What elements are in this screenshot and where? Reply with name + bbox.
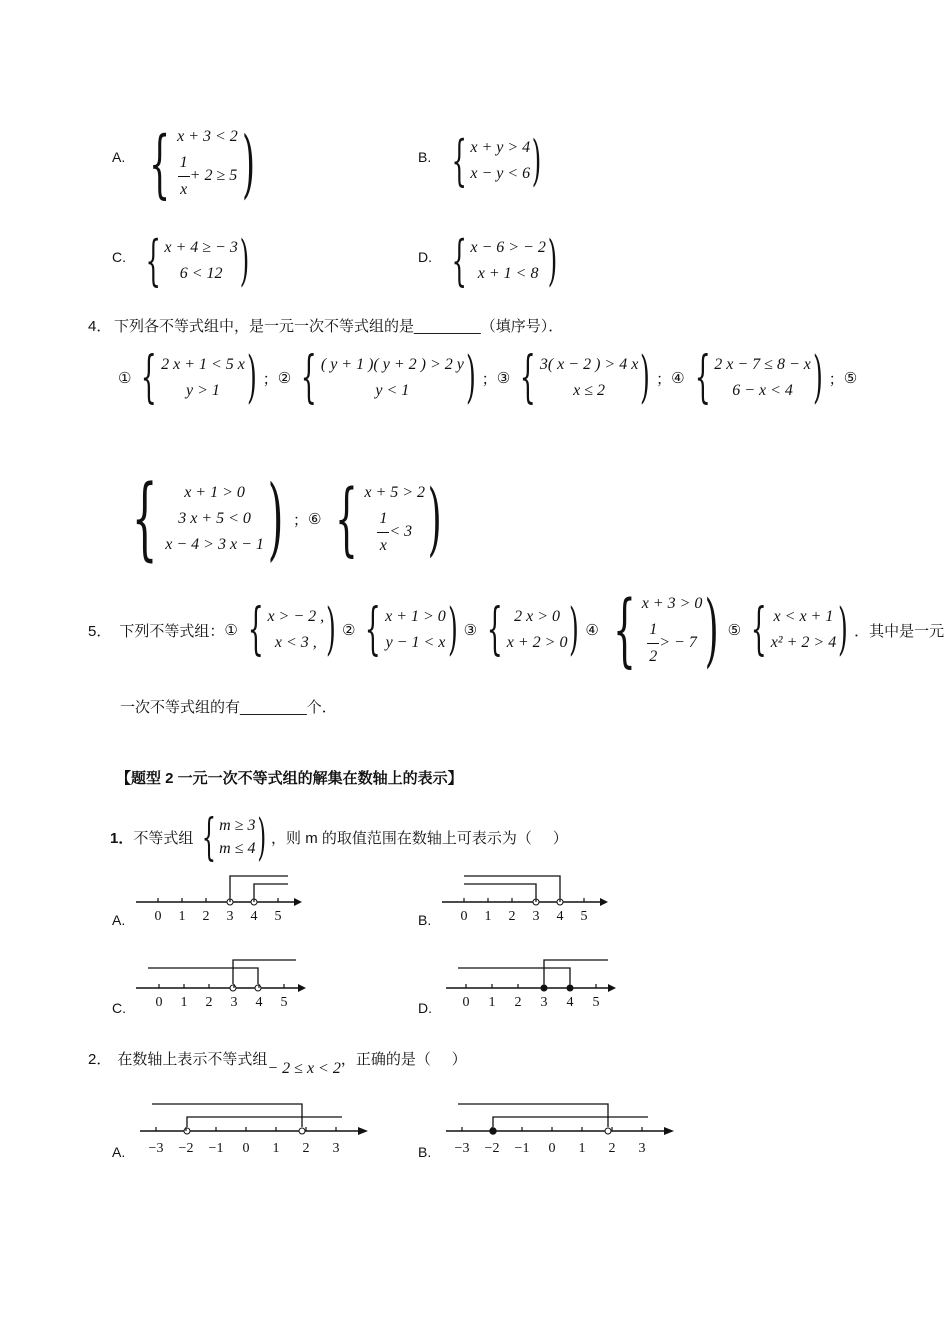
system-line: x + y > 4 (470, 139, 531, 156)
tick-label: 0 (462, 995, 470, 1010)
s2q1-option-a-label: A. (112, 912, 126, 928)
tick-label: 2 (205, 995, 213, 1010)
q4-system-6: { x + 5 > 2 $\frac{1}{x}$ < 3 ) (335, 472, 442, 565)
tick-label: 0 (154, 909, 162, 924)
s2q1-number: 1． (110, 829, 134, 847)
q4-row2: { x + 1 > 0 3 x + 5 < 0 x − 4 > 3 x − 1 ) ； ⑥ { x + 5 > 2 $\frac{1}{x}$ < 3 ) (116, 474, 450, 564)
option-d-label: D. (418, 249, 432, 265)
number-line-2b (442, 1098, 682, 1164)
number-line-d (440, 954, 625, 1014)
tick-label: −1 (208, 1141, 224, 1156)
s2q1-system: { m ≥ 3 m ≤ 4 ) (202, 808, 266, 866)
tick-label: 5 (274, 909, 282, 924)
ray-m-le-4 (148, 968, 258, 984)
open-point-neg2 (184, 1128, 190, 1134)
q4-number: 4． (88, 318, 112, 335)
q5-line2: 一次不等式组的有________个． (120, 699, 337, 716)
tick-label: 1 (178, 909, 186, 924)
tick-label: 2 (508, 909, 516, 924)
option-c-label: C. (112, 249, 126, 265)
ray-m-ge-3 (233, 960, 296, 984)
fraction: $\frac{1}{2}$ (647, 617, 659, 670)
system-line: x + 3 < 2 (177, 128, 238, 145)
number-line-b (436, 866, 616, 926)
q4-mark-3: ③ (496, 370, 511, 387)
number-line-2a (136, 1098, 376, 1164)
tick-label: 1 (488, 995, 496, 1010)
ray-m-ge-3 (230, 876, 288, 898)
tick-label: 3 (230, 995, 238, 1010)
open-point-3 (230, 985, 236, 991)
tick-label: 2 (202, 909, 210, 924)
tick-label: 2 (514, 995, 522, 1010)
tick-label: 2 (608, 1141, 616, 1156)
tick-label: 3 (638, 1141, 646, 1156)
system-line: + 2 ≥ 5 (189, 167, 238, 185)
tick-label: 0 (242, 1141, 250, 1156)
tick-label: 3 (226, 909, 234, 924)
tick-label: 2 (302, 1141, 310, 1156)
q4-mark-4: ④ (671, 370, 685, 387)
ray-m-le-3 (464, 884, 536, 898)
q4-system-2: { ( y + 1 )( y + 2 ) > 2 y y < 1 ) (301, 345, 476, 410)
ray-m-le-4 (464, 876, 560, 898)
fraction: $\frac{1}{x}$ (377, 506, 389, 559)
tick-label: −2 (484, 1141, 500, 1156)
tick-label: 4 (250, 909, 258, 924)
tick-label: −3 (454, 1141, 470, 1156)
s2q1-option-d-label: D. (418, 1000, 432, 1016)
number-line-c (130, 954, 315, 1014)
s2q1-option-b-label: B. (418, 912, 432, 928)
option-a-system: { x + 3 < 2 $\frac{1}{x}$ + 2 ≥ 5 ) (148, 120, 255, 207)
tick-label: 0 (155, 995, 163, 1010)
option-d-system: { x − 6 > − 2 x + 1 < 8 ) (451, 229, 558, 292)
s2q2-number: 2． (88, 1051, 112, 1068)
s2q2-option-b-label: B. (418, 1144, 432, 1160)
tick-label: 3 (332, 1141, 340, 1156)
q4-system-5: { x + 1 > 0 3 x + 5 < 0 x − 4 > 3 x − 1 ) (131, 466, 284, 571)
system-line: 6 < 12 (179, 265, 223, 282)
s2q2-expression: − 2 ≤ x < 2 (267, 1060, 341, 1077)
system-line: x − 6 > − 2 (470, 239, 546, 256)
q5-system-4: { x + 3 > 0 $\frac{1}{2}$ > − 7 ) (612, 583, 720, 676)
tick-label: 0 (548, 1141, 556, 1156)
tick-label: 3 (532, 909, 540, 924)
tick-label: 1 (578, 1141, 586, 1156)
q4-system-4: { 2 x − 7 ≤ 8 − x 6 − x < 4 ) (694, 345, 823, 410)
s2q2-prefix: 在数轴上表示不等式组 (117, 1051, 268, 1068)
tick-label: −1 (514, 1141, 530, 1156)
number-line-a (130, 866, 310, 926)
q4-text: 下列各不等式组中，是一元一次不等式组的是________（填序号）． (114, 318, 564, 335)
ray-x-ge-neg2 (187, 1117, 342, 1127)
closed-point-neg2 (490, 1128, 496, 1134)
s2q2-row (88, 1048, 467, 1077)
ray-x-lt-2 (152, 1104, 302, 1127)
q5-number: 5． (88, 622, 112, 640)
ray-x-ge-neg2 (493, 1117, 648, 1127)
q5-prefix: 下列不等式组： (119, 622, 225, 640)
system-line: x − y < 6 (470, 165, 531, 182)
tick-label: 1 (484, 909, 492, 924)
tick-label: 4 (556, 909, 564, 924)
q5-system-5: { x < x + 1 x² + 2 > 4 ) (750, 597, 849, 662)
q4-system-3: { 3( x − 2 ) > 4 x x ≤ 2 ) (520, 345, 651, 410)
tick-label: 0 (460, 909, 468, 924)
tick-label: 4 (566, 995, 574, 1010)
open-point-2 (605, 1128, 611, 1134)
q4-system-1: { 2 x + 1 < 5 x y > 1 ) (141, 345, 257, 410)
option-b-label: B. (418, 149, 432, 165)
q4-mark-5: ⑤ (843, 370, 858, 387)
ray-m-ge-4 (254, 884, 288, 898)
fraction: $\frac{1}{x}$ (178, 150, 190, 203)
tick-label: 5 (592, 995, 600, 1010)
open-point-2 (299, 1128, 305, 1134)
ray-m-le-4 (458, 968, 570, 984)
tick-label: −3 (148, 1141, 164, 1156)
q4-row1: ① { 2 x + 1 < 5 x y > 1 ) ； ② { ( y + 1 )( y + 2 ) > 2 y y < 1 ) ； ③ { 3( x − 2 ) > 4 x x ≤ 2 ) ； ④ { 2 x − 7 ≤ 8 − x 6 − x < 4 ) ； ⑤ (118, 345, 858, 410)
s2q1-option-c-label: C. (112, 1000, 126, 1016)
s2q2-suffix: ，正确的是（ ） (340, 1051, 467, 1068)
option-a-label: A. (112, 149, 126, 165)
system-line: x + 4 ≥ − 3 (164, 239, 238, 256)
ray-m-ge-3 (544, 960, 608, 984)
tick-label: 5 (580, 909, 588, 924)
q5-row: 5． 下列不等式组： ① { x > − 2 , x < 3 , ) ② { x + 1 > 0 y − 1 < x ) ③ { 2 x > 0 x + 2 > 0 ) ④ { x + 3 > 0 $\frac{1}{2}$ > − 7 ) ⑤ { x < x + 1 x² + 2 > 4 ) ．其中是一元 (88, 583, 945, 676)
option-c-system: { x + 4 ≥ − 3 6 < 12 ) (145, 229, 250, 292)
tick-label: 3 (540, 995, 548, 1010)
s2q1-row (110, 808, 568, 866)
q5-system-1: { x > − 2 , x < 3 , ) (247, 597, 337, 662)
q5-suffix: ．其中是一元 (854, 622, 945, 640)
section-heading: 【题型 2 一元一次不等式组的解集在数轴上的表示】 (116, 770, 463, 787)
system-line: x + 1 < 8 (477, 265, 539, 282)
s2q2-option-a-label: A. (112, 1144, 126, 1160)
ray-x-lt-2 (458, 1104, 608, 1127)
s2q1-prefix: 不等式组 (133, 829, 194, 847)
tick-label: −2 (178, 1141, 194, 1156)
q5-system-3: { 2 x > 0 x + 2 > 0 ) (486, 597, 580, 662)
tick-label: 1 (180, 995, 188, 1010)
q4-mark-6: ⑥ (308, 511, 322, 528)
q4-mark-2: ② (277, 370, 292, 387)
tick-label: 1 (272, 1141, 280, 1156)
tick-label: 4 (255, 995, 263, 1010)
s2q1-suffix: ，则 m 的取值范围在数轴上可表示为（ ） (271, 829, 568, 847)
tick-label: 5 (280, 995, 288, 1010)
open-point-4 (255, 985, 261, 991)
option-b-system: { x + y > 4 x − y < 6 ) (451, 129, 542, 192)
q4-mark-1: ① (118, 370, 132, 387)
q5-system-2: { x + 1 > 0 y − 1 < x ) (365, 597, 458, 662)
